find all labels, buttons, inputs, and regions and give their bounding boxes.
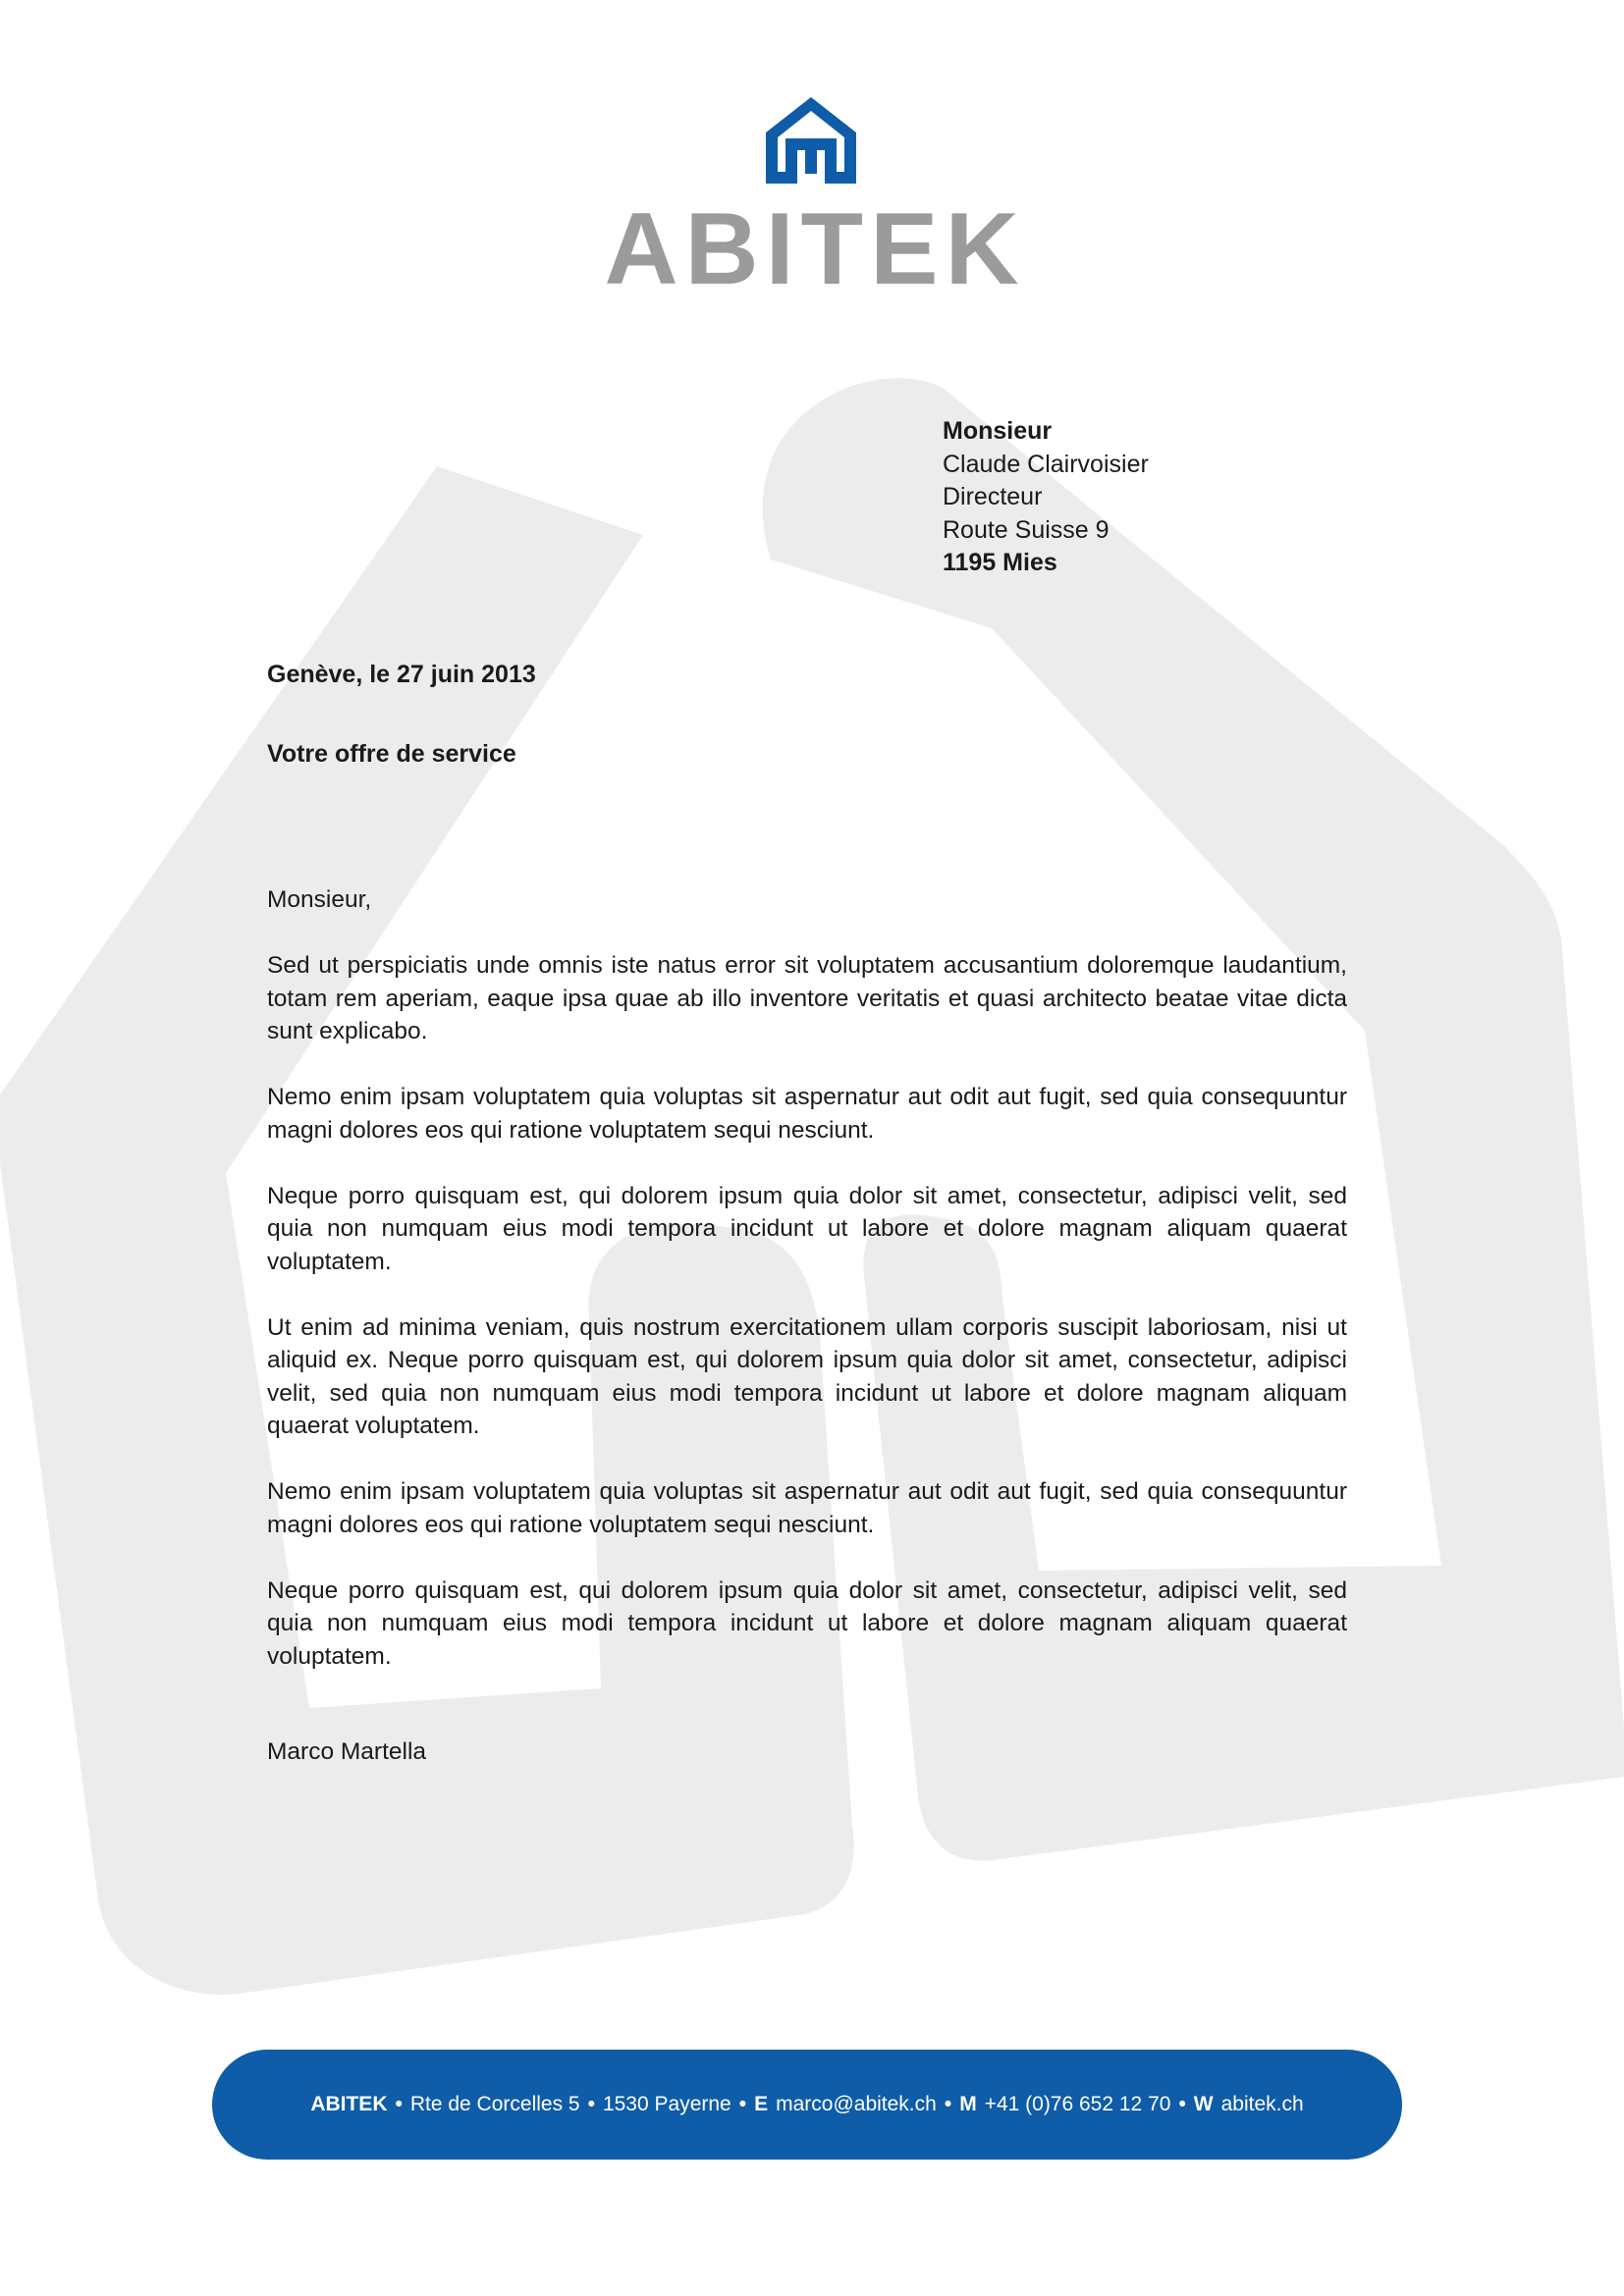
footer-mobile: +41 (0)76 652 12 70 [984,2093,1171,2115]
footer-separator: • [587,2093,595,2115]
footer-web-label: W [1193,2093,1214,2115]
recipient-name: Claude Clairvoisier [943,450,1149,478]
body-paragraph: Ut enim ad minima veniam, quis nostrum exercitationem ullam corporis suscipit laboriosam, nisi ut aliquid ex. Neque porro quisquam est, qui dolorem ipsum quia dolor sit amet, consectetur, adipisci velit, sed quia non numquam eius modi tempora incidunt ut labore et dolore magnam aliquam quaerat voluptatem. [267,1313,1347,1439]
letter-greeting: Monsieur, [267,886,372,913]
footer-company: ABITEK [310,2093,388,2115]
footer-separator: • [1178,2093,1186,2115]
footer-website[interactable]: abitek.ch [1220,2093,1304,2115]
place-date: Genève, le 27 juin 2013 [267,661,536,688]
footer-email[interactable]: marco@abitek.ch [776,2093,937,2115]
body-paragraph: Sed ut perspiciatis unde omnis iste natus error sit voluptatem accusantium doloremque laudantium, totam rem aperiam, eaque ipsa quae ab illo inventore veritatis et quasi architecto beatae vitae dicta sunt explicabo. [267,952,1347,1044]
recipient-street: Route Suisse 9 [943,515,1110,544]
footer-separator: • [395,2093,403,2115]
footer-separator: • [738,2093,747,2115]
body-paragraph: Neque porro quisquam est, qui dolorem ipsum quia dolor sit amet, consectetur, adipisci velit, sed quia non numquam eius modi tempora incidunt ut labore et dolore magnam aliquam quaerat voluptatem. [267,1182,1347,1275]
company-logo [569,93,1060,306]
house-icon [762,93,860,187]
recipient-address [943,415,1532,580]
signature: Marco Martella [267,1738,427,1765]
footer-address: Rte de Corcelles 5 [409,2093,580,2115]
recipient-city: 1195 Mies [943,549,1057,576]
body-paragraph: Nemo enim ipsam voluptatem quia voluptas sit aspernatur aut odit aut fugit, sed quia consequuntur magni dolores eos qui ratione voluptatem sequi nesciunt. [267,1478,1347,1538]
footer-separator: • [944,2093,952,2115]
body-paragraph: Neque porro quisquam est, qui dolorem ipsum quia dolor sit amet, consectetur, adipisci velit, sed quia non numquam eius modi tempora incidunt ut labore et dolore magnam aliquam quaerat voluptatem. [267,1576,1347,1670]
recipient-title: Monsieur [943,417,1053,445]
footer-email-label: E [754,2093,769,2115]
footer-contact-bar [212,2050,1402,2160]
logo-wordmark: ABITEK [604,192,1026,306]
letter-subject: Votre offre de service [267,740,516,768]
body-paragraph: Nemo enim ipsam voluptatem quia voluptas sit aspernatur aut odit aut fugit, sed quia consequuntur magni dolores eos qui ratione voluptatem sequi nesciunt. [267,1084,1347,1144]
letter-body [267,883,1347,1769]
footer-mobile-label: M [959,2093,977,2115]
footer-city: 1530 Payerne [602,2093,731,2115]
recipient-position: Directeur [943,483,1043,510]
